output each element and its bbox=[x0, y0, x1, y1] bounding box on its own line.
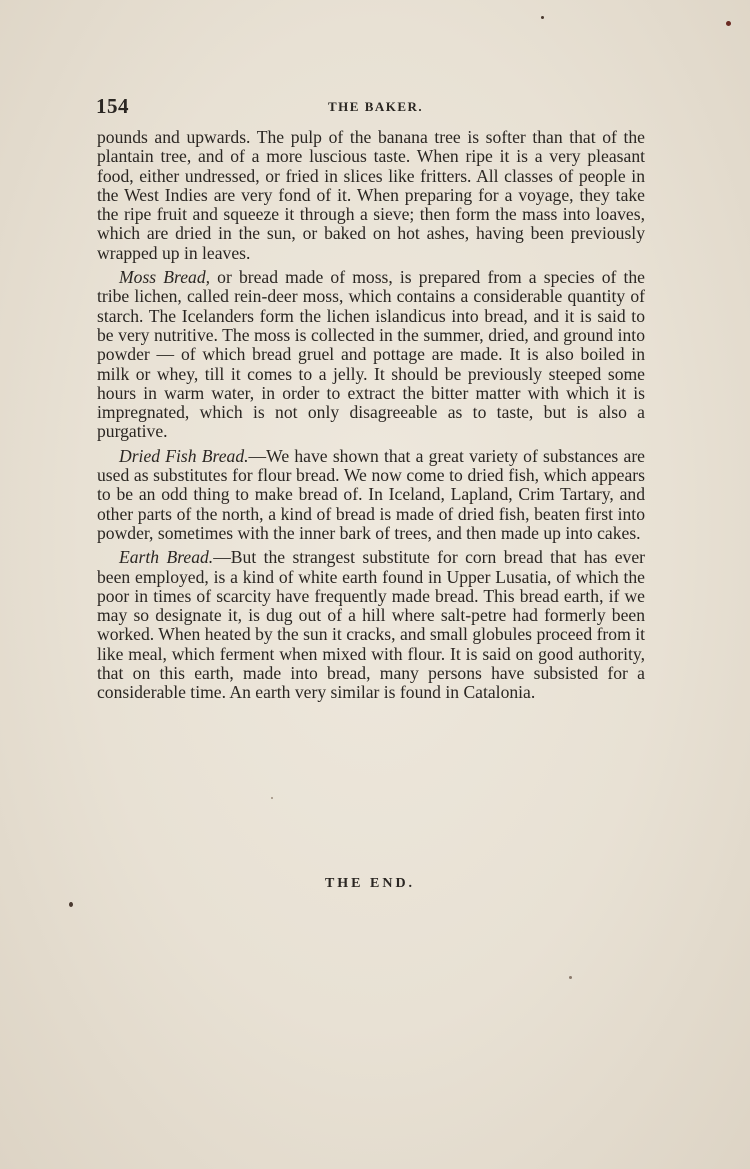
paragraph-lead: Moss Bread, bbox=[119, 267, 211, 288]
paragraph-earth-bread bbox=[97, 548, 645, 702]
running-title: THE BAKER. bbox=[328, 99, 424, 114]
paper-speck bbox=[69, 902, 73, 907]
paper-speck bbox=[726, 21, 731, 26]
paragraph-text: pounds and upwards. The pulp of the banana tree is softer than that of the plantain tree, and of a more luscious taste. When ripe it is a very pleasant food, either undressed, or fried in slices like fritters. All classes of people in the West Indies are very fond of it. When preparing for a voyage, they take the ripe fruit and squeeze it through a sieve; then form the mass into loaves, which are dried in the sun, or baked on hot ashes, having been previously wrapped up in leaves. bbox=[97, 127, 645, 263]
page-number: 154 bbox=[96, 94, 129, 118]
end-mark: THE END. bbox=[324, 876, 416, 891]
paragraph-lead: Dried Fish Bread. bbox=[119, 445, 249, 466]
paper-speck bbox=[541, 16, 544, 19]
body-text bbox=[97, 128, 645, 708]
paragraph-moss-bread bbox=[97, 268, 645, 442]
paper-speck bbox=[271, 797, 273, 799]
paragraph-text: —We have shown that a great variety of substances are used as substitutes for flour bread. We now come to dried fish, which appears to be an odd thing to make bread of. In Iceland, Lapland, Crim Tartary, and other parts of the north, a kind of bread is made of dried fish, beaten first into powder, sometimes with the inner bark of trees, and then made up into cakes. bbox=[97, 445, 645, 543]
paragraph-text: or bread made of moss, is prepared from a species of the tribe lichen, called rein-deer moss, which contains a considerable quantity of starch. The Icelanders form the lichen islandicus into bread, and it is said to be very nutritive. The moss is collected in the summer, dried, and ground into powder — of which bread gruel and pottage are made. It is also boiled in milk or whey, till it comes to a jelly. It should be previously steeped some hours in warm water, in order to extract the bitter matter with which it is impregnated, which is not only disagreeable as to taste, but is also a purgative. bbox=[97, 267, 645, 442]
paragraph-banana bbox=[97, 128, 645, 263]
paragraph-dried-fish-bread bbox=[97, 447, 645, 543]
paragraph-text: —But the strangest substitute for corn bread that has ever been employed, is a kind of white earth found in Upper Lusatia, of which the poor in times of scarcity have frequently made bread. This bread earth, if we may so designate it, is dug out of a hill where salt-petre had formerly been worked. When heated by the sun it cracks, and small globules proceed from it like meal, which ferment when mixed with flour. It is said on good authority, that on this earth, made into bread, many persons have subsisted for a considerable time. An earth very similar is found in Catalonia. bbox=[97, 547, 645, 703]
paragraph-lead: Earth Bread. bbox=[119, 547, 214, 568]
paper-speck bbox=[569, 976, 572, 979]
running-head bbox=[96, 94, 644, 120]
